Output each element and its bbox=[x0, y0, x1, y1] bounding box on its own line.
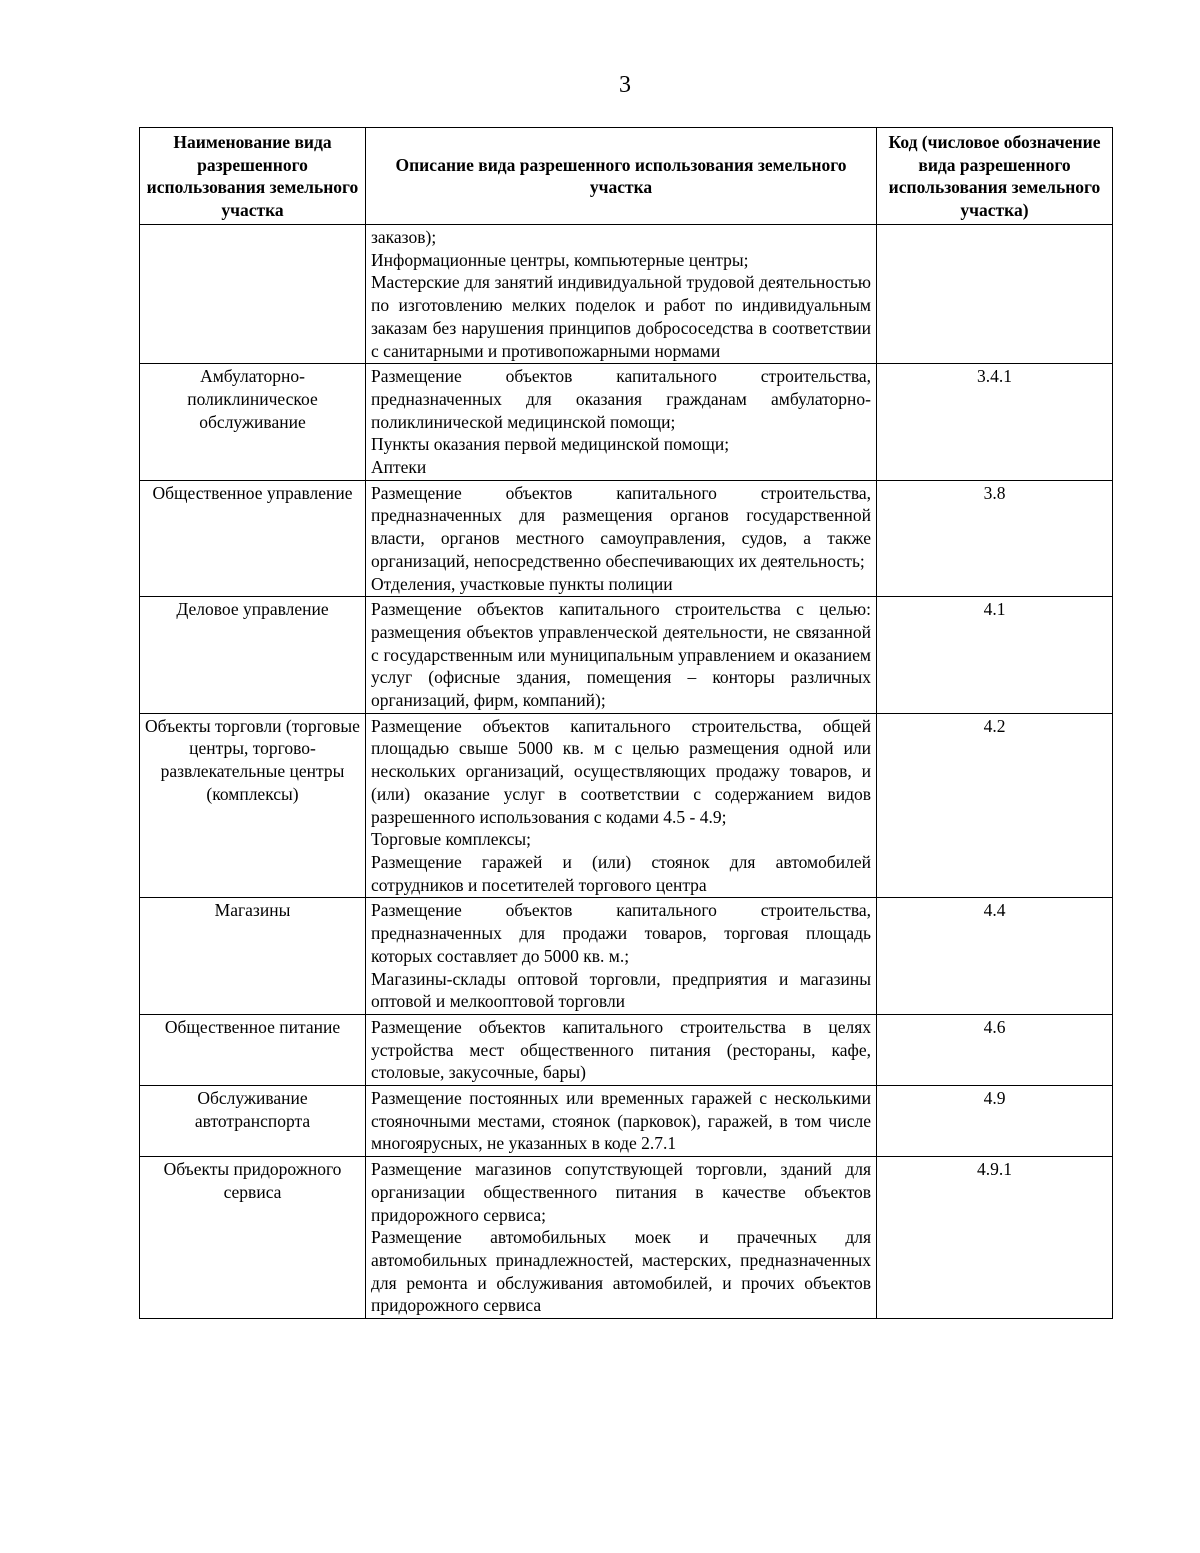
row-name: Объекты придорожного сервиса bbox=[140, 1157, 366, 1319]
description-paragraph: Магазины-склады оптовой торговли, предприятия и магазины оптовой и мелкооптовой торговли bbox=[371, 968, 871, 1012]
row-name: Общественное питание bbox=[140, 1014, 366, 1085]
table-row bbox=[140, 364, 1113, 481]
row-description bbox=[366, 713, 877, 898]
description-paragraph: Размещение объектов капитального строительства, предназначенных для продажи товаров, торговая площадь которых составляет до 5000 кв. м.; bbox=[371, 900, 871, 966]
table-header-row bbox=[140, 128, 1113, 225]
row-code bbox=[877, 225, 1113, 364]
table-row bbox=[140, 713, 1113, 898]
description-paragraph: Размещение гаражей и (или) стоянок для автомобилей сотрудников и посетителей торгового центра bbox=[371, 851, 871, 895]
row-name: Объекты торговли (торговые центры, торгово-развлекательные центры (комплексы) bbox=[140, 713, 366, 898]
row-name: Общественное управление bbox=[140, 480, 366, 597]
row-description bbox=[366, 597, 877, 714]
table-row bbox=[140, 225, 1113, 364]
row-description bbox=[366, 898, 877, 1015]
row-description bbox=[366, 1086, 877, 1157]
row-code: 3.4.1 bbox=[877, 364, 1113, 481]
row-code: 4.2 bbox=[877, 713, 1113, 898]
description-paragraph: Информационные центры, компьютерные центры; bbox=[371, 249, 749, 270]
table-row bbox=[140, 480, 1113, 597]
description-paragraph: Мастерские для занятий индивидуальной трудовой деятельностью по изготовлению мелких поделок и работ по индивидуальным заказам без нарушения принципов добрососедства в соответствии с санитарными и противопожарными нормами bbox=[371, 272, 871, 361]
row-name: Амбулаторно-поликлиническое обслуживание bbox=[140, 364, 366, 481]
header-description: Описание вида разрешенного использования земельного участка bbox=[366, 128, 877, 225]
table-row bbox=[140, 597, 1113, 714]
row-description bbox=[366, 480, 877, 597]
row-code: 4.1 bbox=[877, 597, 1113, 714]
description-paragraph: Торговые комплексы; bbox=[371, 829, 531, 850]
table-row bbox=[140, 1086, 1113, 1157]
row-description bbox=[366, 1014, 877, 1085]
description-paragraph: Пункты оказания первой медицинской помощи; bbox=[371, 434, 730, 455]
table-row bbox=[140, 898, 1113, 1015]
row-name: Обслуживание автотранспорта bbox=[140, 1086, 366, 1157]
land-use-table bbox=[139, 127, 1113, 1319]
page-number: 3 bbox=[619, 72, 631, 98]
description-paragraph: Размещение объектов капитального строительства, предназначенных для оказания гражданам амбулаторно-поликлинической медицинской помощи; bbox=[371, 366, 871, 432]
table-row bbox=[140, 1157, 1113, 1319]
description-paragraph: заказов); bbox=[371, 227, 437, 247]
row-code: 4.9 bbox=[877, 1086, 1113, 1157]
row-code: 3.8 bbox=[877, 480, 1113, 597]
table-row bbox=[140, 1014, 1113, 1085]
description-paragraph: Размещение объектов капитального строительства с целью: размещения объектов управленческой деятельности, не связанной с государственным или муниципальным управлением и оказанием услуг (офисные здания, помещения – конторы различных организаций, фирм, компаний); bbox=[371, 599, 871, 711]
description-paragraph: Размещение автомобильных моек и прачечных для автомобильных принадлежностей, мастерских, предназначенных для ремонта и обслуживания автомобилей, и прочих объектов придорожного сервиса bbox=[371, 1227, 871, 1316]
description-paragraph: Размещение объектов капитального строительства, предназначенных для размещения органов государственной власти, органов местного самоуправления, судов, а также организаций, непосредственно обеспечивающих их деятельность; bbox=[371, 482, 871, 571]
row-code: 4.6 bbox=[877, 1014, 1113, 1085]
row-description bbox=[366, 225, 877, 364]
description-paragraph: Размещение объектов капитального строительства в целях устройства мест общественного питания (рестораны, кафе, столовые, закусочные, бары) bbox=[371, 1016, 871, 1083]
row-description bbox=[366, 364, 877, 481]
description-paragraph: Размещение постоянных или временных гаражей с несколькими стояночными местами, стоянок (парковок), гаражей, в том числе многоярусных, не указанных в коде 2.7.1 bbox=[371, 1088, 871, 1154]
description-paragraph: Размещение объектов капитального строительства, общей площадью свыше 5000 кв. м с целью размещения одной или нескольких организаций, осуществляющих продажу товаров, и (или) оказание услуг в соответствии с содержанием видов разрешенного использования с кодами 4.5 - 4.9; bbox=[371, 715, 871, 827]
header-name: Наименование вида разрешенного использования земельного участка bbox=[140, 128, 366, 225]
header-code: Код (числовое обозначение вида разрешенного использования земельного участка) bbox=[877, 128, 1113, 225]
row-name: Деловое управление bbox=[140, 597, 366, 714]
description-paragraph: Аптеки bbox=[371, 457, 427, 478]
row-code: 4.4 bbox=[877, 898, 1113, 1015]
row-name bbox=[140, 225, 366, 364]
description-paragraph: Отделения, участковые пункты полиции bbox=[371, 573, 673, 594]
row-code: 4.9.1 bbox=[877, 1157, 1113, 1319]
row-description bbox=[366, 1157, 877, 1319]
description-paragraph: Размещение магазинов сопутствующей торговли, зданий для организации общественного питания в качестве объектов придорожного сервиса; bbox=[371, 1159, 871, 1225]
row-name: Магазины bbox=[140, 898, 366, 1015]
